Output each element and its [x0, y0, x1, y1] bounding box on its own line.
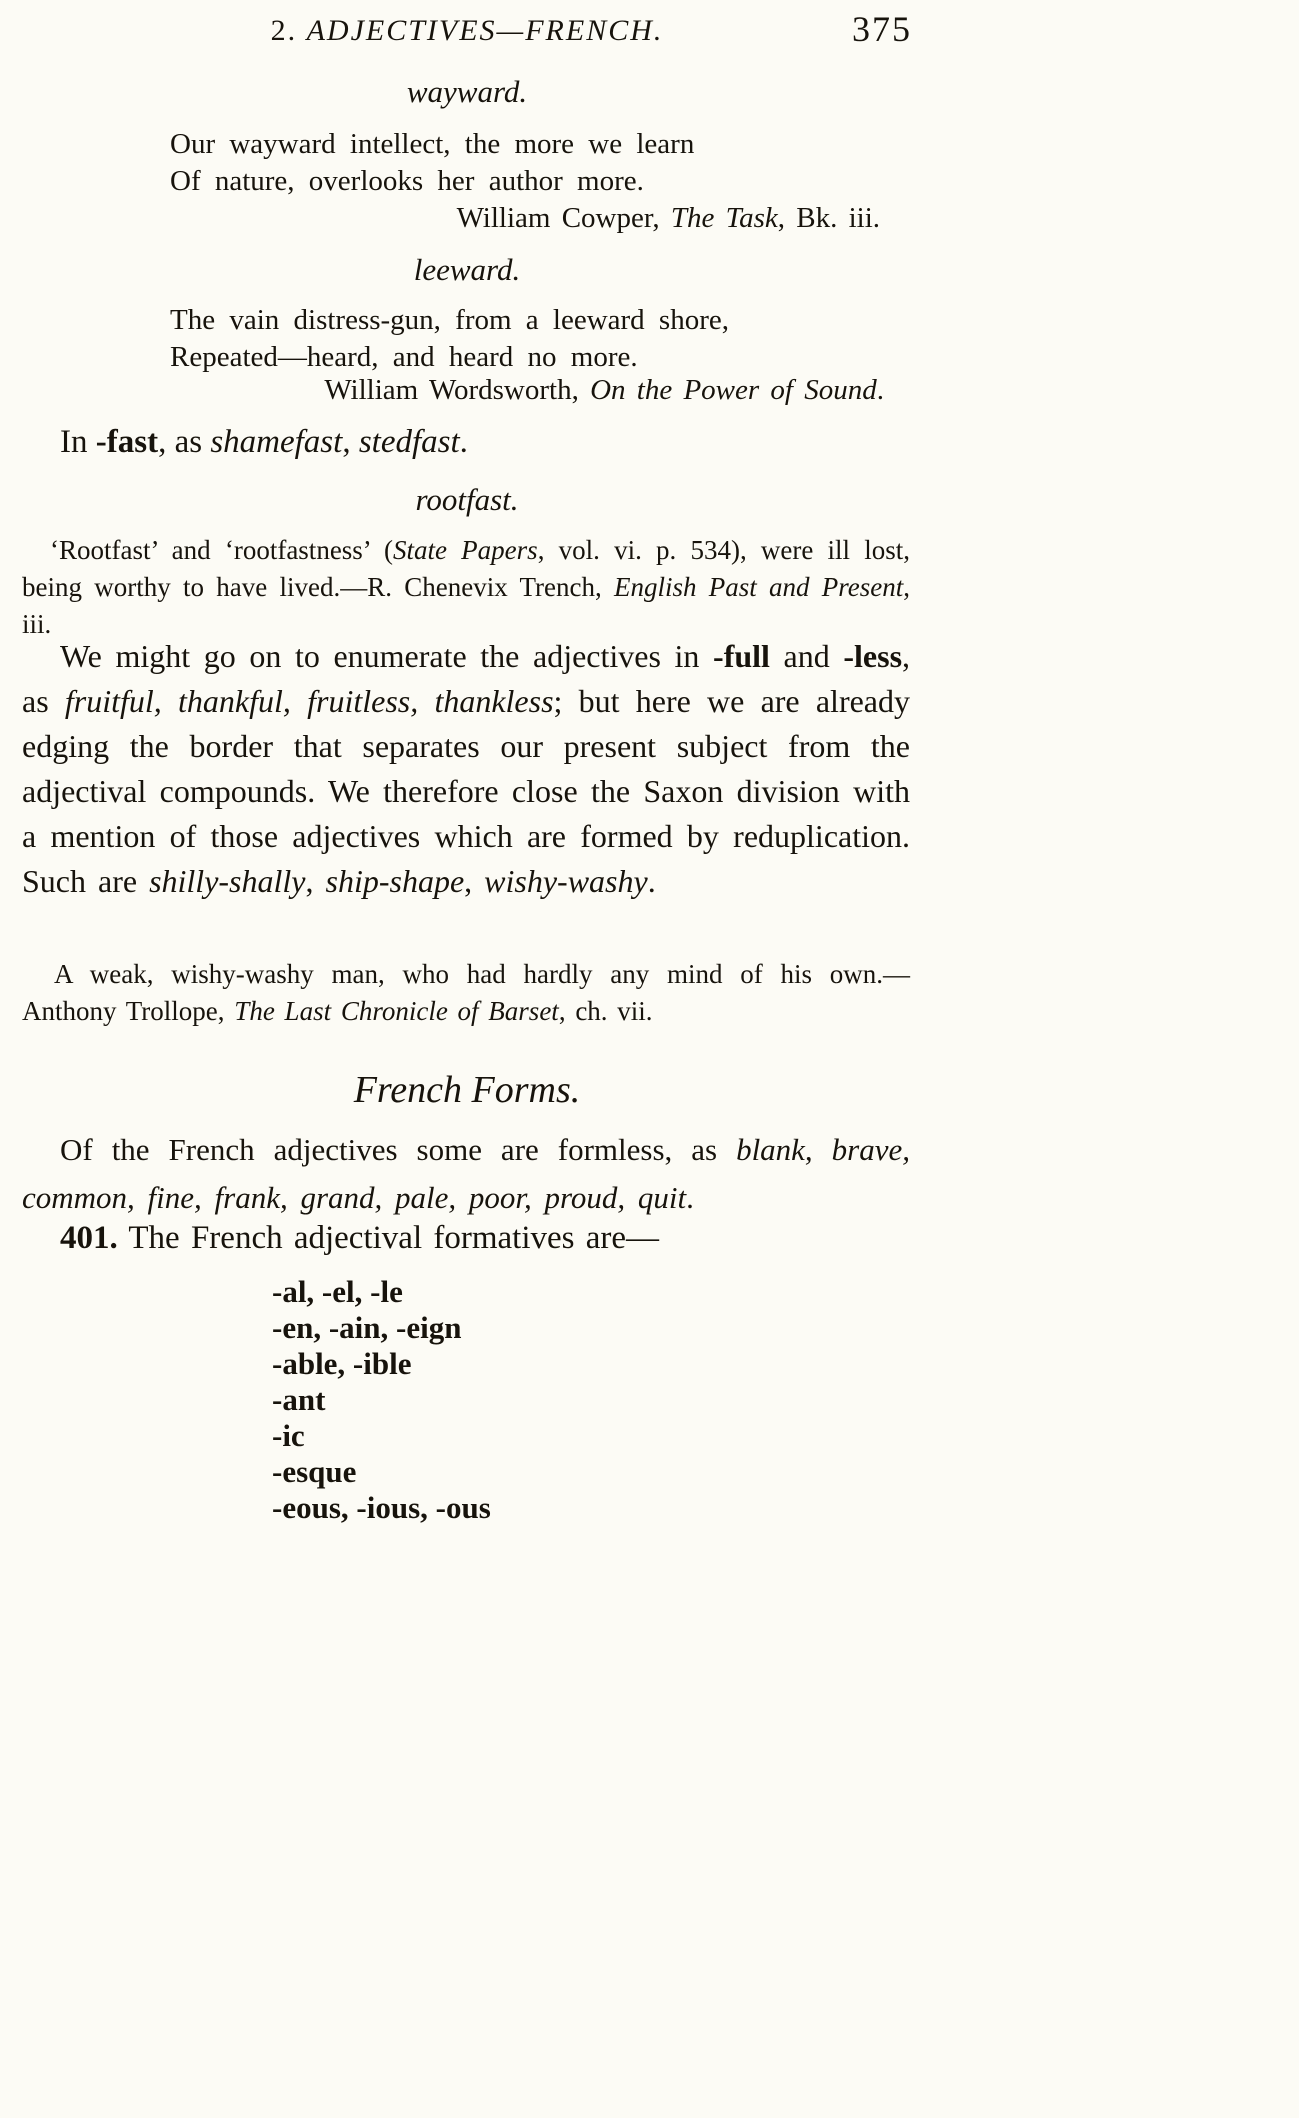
list-item: -al, -el, -le: [272, 1274, 403, 1309]
list-item: -able, -ible: [272, 1346, 412, 1381]
list-item: -ant: [272, 1382, 326, 1417]
list-item: -esque: [272, 1454, 357, 1489]
quote-line: Repeated—heard, and heard no more.: [170, 341, 638, 373]
formatives-list: [272, 1274, 491, 1526]
paragraph-full-less: We might go on to enumerate the adjectives in -full and -less, as fruitful, thankful, fruitless, thankless; but here we are already edging the border that separates our present subject from the adjectival compounds. We therefore close the Saxon division with a mention of those adjectives which are formed by reduplication. Such are shilly-shally, ship-shape, wishy-washy.: [22, 638, 911, 899]
quote-wayward: [170, 126, 694, 200]
note-trollope: A weak, wishy-washy man, who had hardly any mind of his own.— Anthony Trollope, The Last Chronicle of Barset, ch. vii.: [22, 959, 910, 1026]
quote-line: Our wayward intellect, the more we learn: [170, 128, 695, 160]
quote-line: The vain distress-gun, from a leeward shore,: [170, 304, 730, 336]
heading-french-forms: French Forms.: [353, 1069, 581, 1111]
heading-rootfast: rootfast.: [415, 482, 519, 517]
page-number: 375: [852, 9, 912, 49]
list-item: -en, -ain, -eign: [272, 1310, 462, 1345]
note-rootfast: ‘Rootfast’ and ‘rootfastness’ (State Papers, vol. vi. p. 534), were ill lost, being worthy to have lived.—R. Chenevix Trench, English Past and Present, iii.: [22, 535, 911, 639]
heading-leeward: leeward.: [413, 252, 521, 287]
running-header-title: 2. ADJECTIVES—FRENCH.: [270, 14, 664, 47]
list-item: -eous, -ious, -ous: [272, 1490, 491, 1525]
list-item: -ic: [272, 1418, 305, 1453]
paragraph-401-formatives: 401. The French adjectival formatives are—: [60, 1220, 660, 1256]
quote-leeward: [170, 302, 729, 376]
attribution-cowper: William Cowper, The Task, Bk. iii.: [456, 202, 880, 234]
quote-line: Of nature, overlooks her author more.: [170, 165, 644, 197]
attribution-wordsworth: William Wordsworth, On the Power of Sound.: [324, 374, 884, 406]
paragraph-french-formless: Of the French adjectives some are formless, as blank, brave, common, fine, frank, grand, pale, poor, proud, quit.: [22, 1132, 910, 1215]
heading-wayward: wayward.: [406, 74, 528, 109]
paragraph-in-fast: In -fast, as shamefast, stedfast.: [60, 424, 468, 460]
